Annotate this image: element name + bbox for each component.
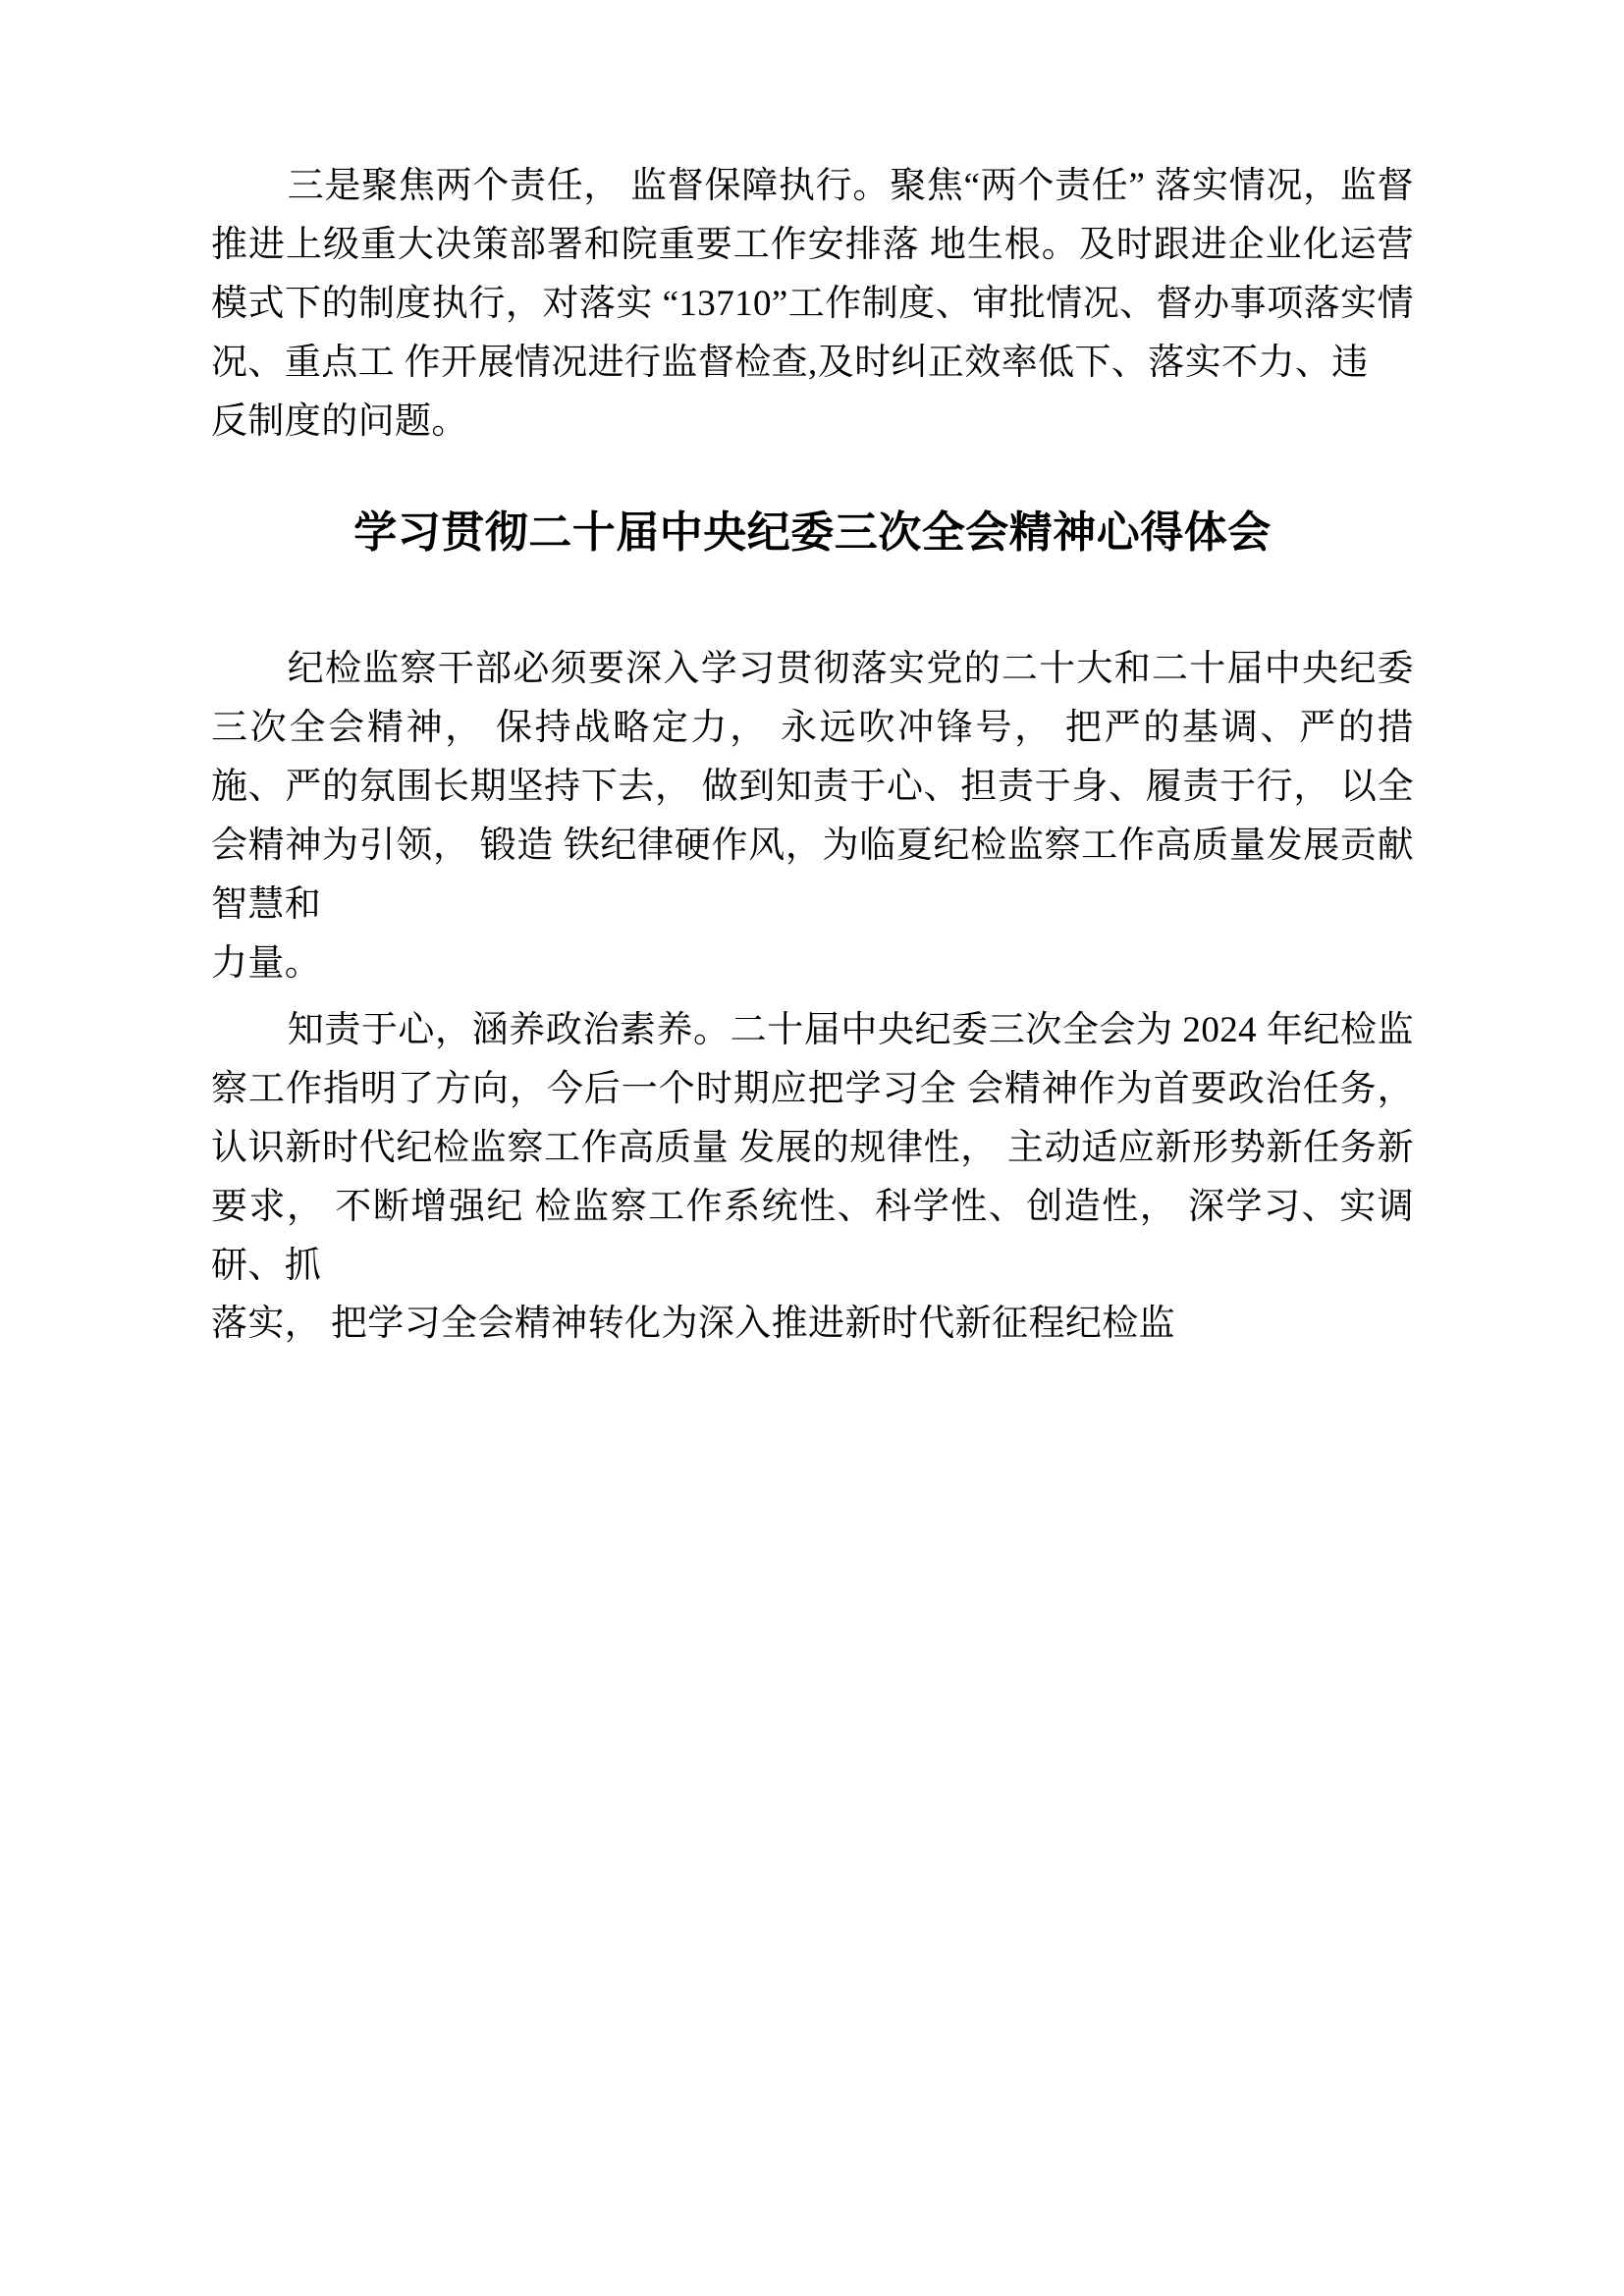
paragraph-block: 落实， 把学习全会精神转化为深入推进新时代新征程纪检监 bbox=[211, 1304, 1176, 1345]
paragraph-block: 力量。 bbox=[211, 942, 322, 984]
paragraph-block: 纪检监察干部必须要深入学习贯彻落实党的二十大和二十届中央纪委三次全会精神， 保持战略定力， 永远吹冲锋号， 把严的基调、严的措施、严的氛围长期坚持下去， 做到知责于心、担责于身、履责于行， 以全会精神为引领， 锻造 铁纪律硬作风，为临夏纪检监察工作高质量发展贡献智慧和 bbox=[211, 649, 1414, 925]
spacer bbox=[211, 563, 1414, 640]
spacer bbox=[211, 993, 1414, 1001]
document-body bbox=[211, 157, 1414, 1354]
section-heading: 学习贯彻二十届中央纪委三次全会精神心得体会 bbox=[353, 507, 1272, 558]
paragraph-block: 反制度的问题。 bbox=[211, 400, 468, 442]
paragraph-block: 三是聚焦两个责任， 监督保障执行。聚焦“两个责任” 落实情况，监督推进上级重大决策部署和院重要工作安排落 地生根。及时跟进企业化运营模式下的制度执行，对落实 “13710”工作制度、审批情况、督办事项落实情况、重点工 作开展情况进行监督检查,及时纠正效率低下、落实不力、违 bbox=[211, 166, 1414, 383]
paragraph-block: 知责于心，涵养政治素养。二十届中央纪委三次全会为 2024 年纪检监察工作指明了方向，今后一个时期应把学习全 会精神作为首要政治任务，认识新时代纪检监察工作高质量 发展的规律性， 主动适应新形势新任务新要求， 不断增强纪 检监察工作系统性、科学性、创造性， 深学习、实调研、抓 bbox=[211, 1009, 1414, 1286]
spacer bbox=[211, 452, 1414, 503]
